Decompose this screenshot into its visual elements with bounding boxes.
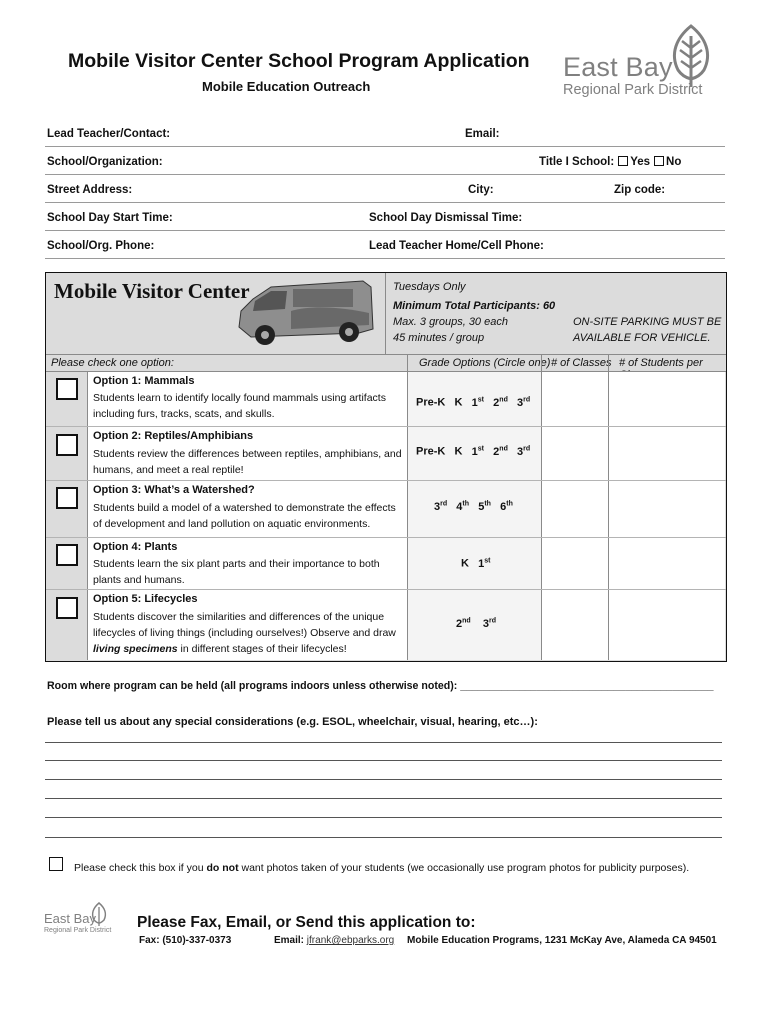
option-1-title: Option 1: Mammals [93,375,195,387]
option-5-checkbox[interactable] [56,597,78,619]
special-considerations-line[interactable] [45,837,722,838]
option-3-desc-line2: of development and land pollution on aquatic environments. [93,518,371,530]
option-4-desc-line1: Students learn the six plant parts and their importance to both [93,558,380,570]
option-2-checkbox[interactable] [56,434,78,456]
divider [46,537,726,538]
divider [541,355,542,660]
divider [608,355,609,660]
divider [87,372,88,660]
special-considerations-line[interactable] [45,760,722,761]
grade-option[interactable]: 5th [478,500,491,513]
special-considerations-line[interactable] [45,798,722,799]
option-2-title: Option 2: Reptiles/Amphibians [93,430,254,442]
option-4-grades[interactable] [461,557,490,570]
option-3-desc-line1: Students build a model of a watershed to demonstrate the effects [93,502,396,514]
option-1-desc-line1: Students learn to identify locally found mammals using artifacts [93,392,386,404]
panel-title: Mobile Visitor Center [54,279,250,303]
option-3-title: Option 3: What’s a Watershed? [93,484,255,496]
classes-cell[interactable] [542,372,608,660]
option-5-desc-line2: lifecycles of living things (including ourselves!) Observe and draw [93,627,396,639]
title1-label: Title I School: [539,156,615,168]
students-column-header: # of Students per [619,357,703,369]
title1-no-checkbox[interactable] [654,156,664,166]
school-org-label: School/Organization: [47,156,163,168]
option-4-checkbox[interactable] [56,544,78,566]
grade-option[interactable]: 6th [500,500,513,513]
grade-option[interactable]: 3rd [517,396,531,409]
logo-text: East Bay [563,52,673,82]
option-1-checkbox[interactable] [56,378,78,400]
divider [407,355,408,660]
option-5-desc-line1: Students discover the similarities and differences of the unique [93,611,385,623]
program-panel [45,272,727,662]
leaf-icon [668,24,714,88]
divider [46,354,726,355]
dismissal-time-label: School Day Dismissal Time: [369,212,523,224]
fax-number: Fax: (510)-337-0373 [139,935,232,946]
street-label: Street Address: [47,184,133,196]
divider [46,426,726,427]
option-3-checkbox[interactable] [56,487,78,509]
grade-option[interactable]: 1st [471,445,484,458]
special-considerations-line[interactable] [45,742,722,743]
page-subtitle: Mobile Education Outreach [202,79,371,94]
option-5-grades[interactable] [456,617,496,630]
van-icon [231,277,377,351]
photo-consent-text: Please check this box if you do not want photos taken of your students (we occasionally use program photos for publicity purposes). [74,862,690,874]
grade-option[interactable]: K [454,396,463,409]
divider [45,230,725,231]
grade-option[interactable]: 1st [478,557,491,570]
option-2-grades[interactable] [416,445,530,458]
min-participants-text: Minimum Total Participants: 60 [393,300,556,312]
option-2-desc-line2: humans, and meet a real reptile! [93,464,244,476]
option-2-desc-line1: Students review the differences between reptiles, amphibians, and [93,448,402,460]
grade-option[interactable]: K [461,557,469,570]
title1-yes-checkbox[interactable] [618,156,628,166]
divider [45,202,725,203]
no-label: No [666,156,682,168]
divider [46,480,726,481]
email-link[interactable]: jfrank@ebparks.org [306,935,395,946]
divider [46,589,726,590]
room-label: Room where program can be held (all programs indoors unless otherwise noted): ___________________________________________ [47,680,714,692]
days-text: Tuesdays Only [393,281,466,293]
option-3-grades[interactable] [434,500,513,513]
email-label: Email: [465,128,500,140]
grade-column-header: Grade Options (Circle one) [419,357,551,369]
parking-text-1: ON-SITE PARKING MUST BE [573,316,722,328]
grade-option[interactable]: 2nd [456,617,471,630]
groups-text: Max. 3 groups, 30 each [393,316,508,328]
option-1-desc-line2: including furs, tracks, scats, and skulls. [93,408,275,420]
option-1-grades[interactable] [416,396,530,409]
lead-teacher-label: Lead Teacher/Contact: [47,128,171,140]
leaf-icon [90,902,108,926]
students-cell[interactable] [609,372,725,660]
divider [45,174,725,175]
grade-option[interactable]: Pre-K [416,445,446,458]
phone-label: School/Org. Phone: [47,240,155,252]
grade-option[interactable]: 2nd [493,396,508,409]
no-photos-checkbox[interactable] [49,857,63,871]
grade-option[interactable]: 3rd [434,500,448,513]
check-one-label: Please check one option: [51,357,174,369]
grade-option[interactable]: 1st [471,396,484,409]
zip-label: Zip code: [614,184,666,196]
grade-option[interactable]: 4th [456,500,470,513]
logo-subtext: Regional Park District [563,82,703,98]
grade-option[interactable]: Pre-K [416,396,446,409]
yes-label: Yes [630,156,651,168]
parking-text-2: AVAILABLE FOR VEHICLE. [573,332,711,344]
grade-option[interactable]: 2nd [493,445,508,458]
divider [385,273,386,354]
city-label: City: [468,184,494,196]
grade-option[interactable]: 3rd [482,617,497,630]
option-4-title: Option 4: Plants [93,541,178,553]
grade-option[interactable]: 3rd [517,445,531,458]
classes-column-header: # of Classes [551,357,612,369]
footer-logo-subtext: Regional Park District [44,927,112,934]
special-considerations-line[interactable] [45,779,722,780]
special-considerations-line[interactable] [45,817,722,818]
option-5-desc-line3: living specimens in different stages of their lifecycles! [93,643,347,655]
option-4-desc-line2: plants and humans. [93,574,185,586]
title1-field [539,156,681,168]
divider [45,146,725,147]
footer-heading: Please Fax, Email, or Send this application to: [137,914,476,931]
option-5-title: Option 5: Lifecycles [93,593,198,605]
home-cell-label: Lead Teacher Home/Cell Phone: [369,240,544,252]
grade-option[interactable]: K [454,445,463,458]
footer-logo-text: East Bay [44,911,97,926]
mailing-address: Mobile Education Programs, 1231 McKay Ave, Alameda CA 94501 [407,935,717,946]
special-considerations-label: Please tell us about any special considerations (e.g. ESOL, wheelchair, visual, hearing, etc…): [47,716,538,728]
duration-text: 45 minutes / group [393,332,485,344]
page-title: Mobile Visitor Center School Program Application [68,50,530,72]
footer-email: Email: jfrank@ebparks.org [274,935,395,946]
divider [45,258,725,259]
start-time-label: School Day Start Time: [47,212,173,224]
